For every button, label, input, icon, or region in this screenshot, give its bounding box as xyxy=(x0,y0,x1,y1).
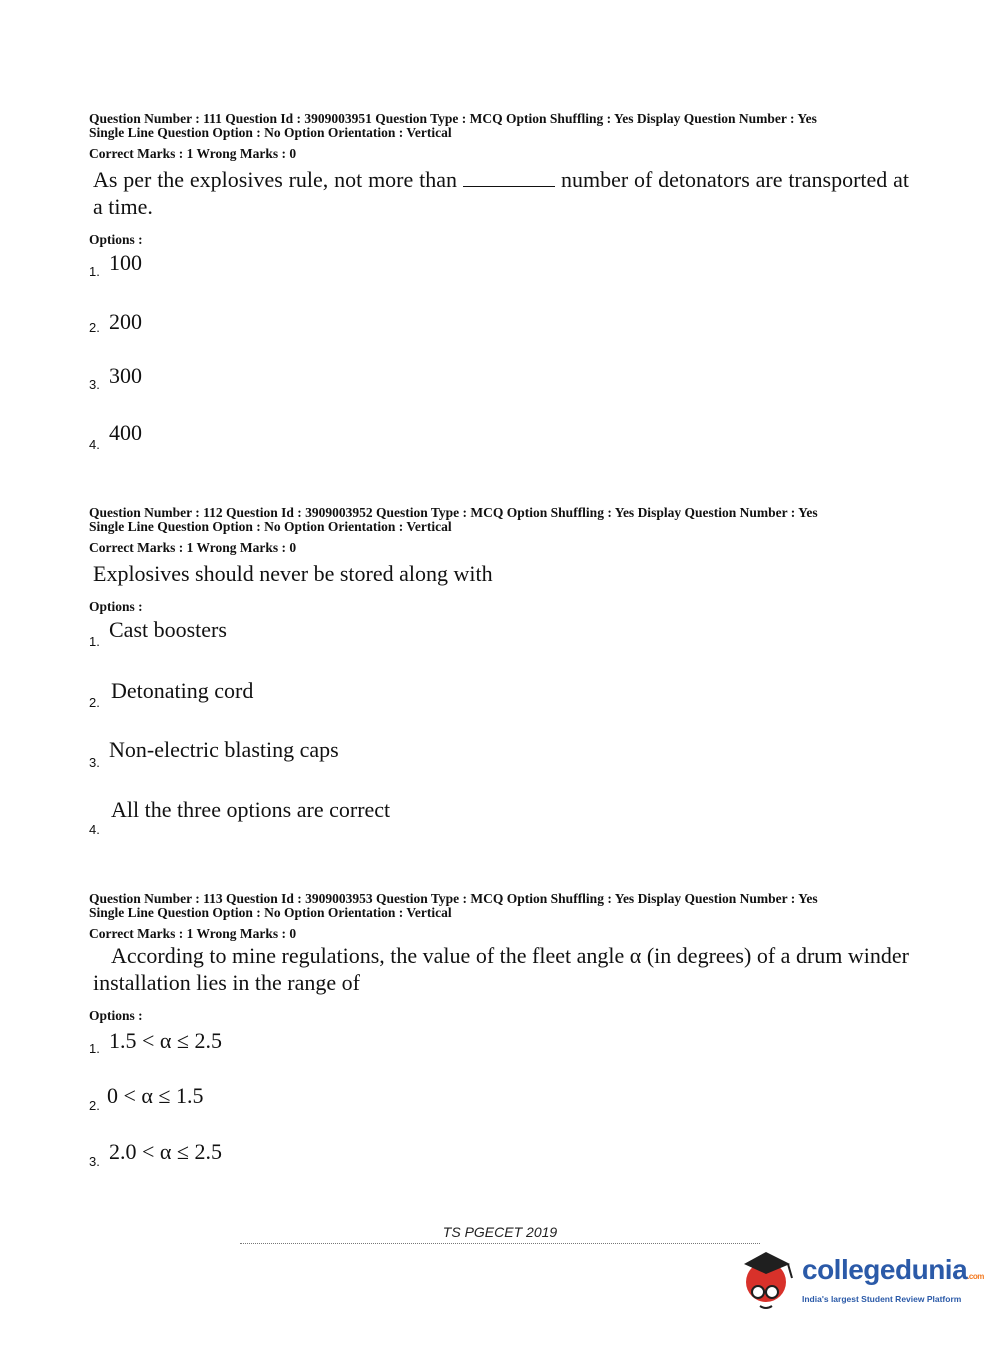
option-number: 1. xyxy=(89,264,100,279)
question-text-part: As per the explosives rule, not more than xyxy=(93,167,457,192)
option-number: 2. xyxy=(89,1098,100,1113)
question-text xyxy=(93,166,909,220)
option-text: 200 xyxy=(109,309,142,334)
graduate-mascot-icon xyxy=(740,1248,800,1318)
option-text: 300 xyxy=(109,363,142,388)
options-label: Options : xyxy=(89,232,143,247)
question-meta: Question Number : 113 Question Id : 3909003953 Question Type : MCQ Option Shuffling : Yes Display Question Number : Yes xyxy=(89,891,818,906)
question-111 xyxy=(89,112,909,220)
option-number: 3. xyxy=(89,755,100,770)
option-text: 2.0 < α ≤ 2.5 xyxy=(109,1139,223,1164)
options-label: Options : xyxy=(89,1008,143,1023)
options-label: Options : xyxy=(89,599,143,614)
question-113 xyxy=(89,892,909,996)
option-number: 4. xyxy=(89,822,100,837)
option-text: 0 < α ≤ 1.5 xyxy=(107,1083,204,1108)
option-number: 1. xyxy=(89,1041,100,1056)
option-text: All the three options are correct xyxy=(111,797,391,822)
collegedunia-logo xyxy=(740,1248,984,1318)
question-text: Explosives should never be stored along with xyxy=(93,561,493,586)
question-marks: Correct Marks : 1 Wrong Marks : 0 xyxy=(89,540,297,555)
option-text: 100 xyxy=(109,250,142,275)
logo-wordmark xyxy=(802,1254,984,1286)
logo-suffix: .com xyxy=(967,1272,984,1281)
question-marks: Correct Marks : 1 Wrong Marks : 0 xyxy=(89,146,297,161)
option-number: 4. xyxy=(89,437,100,452)
footer-divider xyxy=(240,1243,760,1244)
option-number: 2. xyxy=(89,320,100,335)
answer-blank xyxy=(463,185,555,187)
option-text: 1.5 < α ≤ 2.5 xyxy=(109,1028,223,1053)
option-text: Detonating cord xyxy=(111,678,254,703)
question-meta: Single Line Question Option : No Option Orientation : Vertical xyxy=(89,905,452,920)
question-text-part: number of detonators are transported at a time. xyxy=(93,167,909,219)
option-number: 1. xyxy=(89,634,100,649)
option-number: 2. xyxy=(89,695,100,710)
logo-name: collegedunia xyxy=(802,1254,968,1285)
option-number: 3. xyxy=(89,377,100,392)
option-text: Non-electric blasting caps xyxy=(109,737,339,762)
page-footer: TS PGECET 2019 xyxy=(442,1224,558,1240)
question-marks: Correct Marks : 1 Wrong Marks : 0 xyxy=(89,926,297,941)
option-number: 3. xyxy=(89,1154,100,1169)
option-text: Cast boosters xyxy=(109,617,227,642)
question-meta: Question Number : 111 Question Id : 3909003951 Question Type : MCQ Option Shuffling : Yes Display Question Number : Yes xyxy=(89,111,817,126)
question-text: According to mine regulations, the value of the fleet angle α (in degrees) of a drum winder installation lies in the range of xyxy=(93,943,909,995)
question-meta: Question Number : 112 Question Id : 3909003952 Question Type : MCQ Option Shuffling : Yes Display Question Number : Yes xyxy=(89,505,818,520)
question-meta: Single Line Question Option : No Option Orientation : Vertical xyxy=(89,519,452,534)
question-meta: Single Line Question Option : No Option Orientation : Vertical xyxy=(89,125,452,140)
logo-tagline: India's largest Student Review Platform xyxy=(802,1294,962,1304)
option-text: 400 xyxy=(109,420,142,445)
question-112 xyxy=(89,506,909,587)
